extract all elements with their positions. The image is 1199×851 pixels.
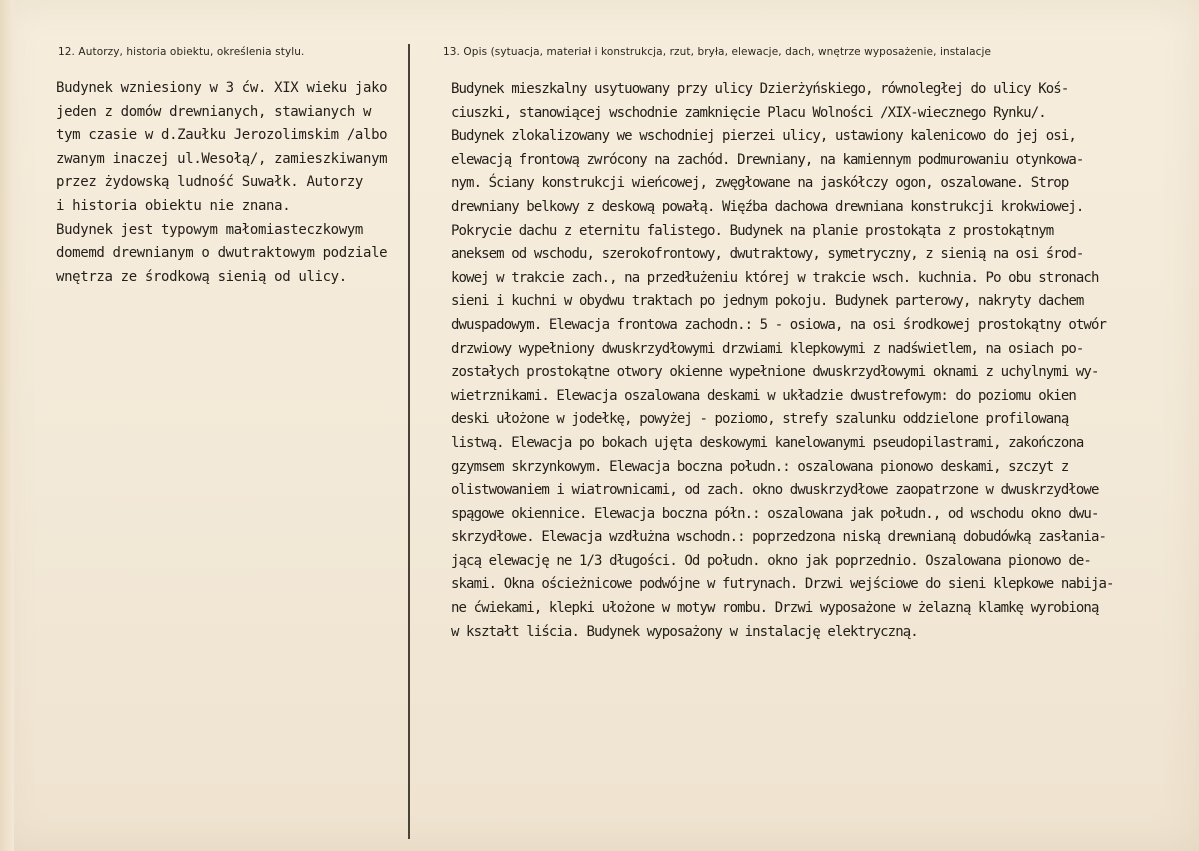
text-line: sieni i kuchni w obydwu traktach po jednym pokoju. Budynek parterowy, nakryty dachem <box>451 293 1084 310</box>
text-line: ne ćwiekami, klepki ułożone w motyw rombu. Drzwi wyposażone w żelazną klamkę wyrobioną <box>451 600 1099 617</box>
text-line: Budynek zlokalizowany we wschodniej pierzei ulicy, ustawiony kalenicowo do jej osi, <box>451 128 1076 145</box>
text-line: spągowe okiennice. Elewacja boczna półn.: oszalowana jak połudn., od wschodu okno dwu- <box>451 505 1099 522</box>
text-line: gzymsem skrzynkowym. Elewacja boczna połudn.: oszalowana pionowo deskami, szczyt z <box>451 458 1069 475</box>
text-line: Budynek mieszkalny usytuowany przy ulicy Dzierżyńskiego, równoległej do ulicy Koś- <box>451 81 1069 97</box>
section-12-text <box>56 77 387 289</box>
text-line: nym. Ściany konstrukcji wieńcowej, zwęgłowane na jaskółczy ogon, oszalowane. Strop <box>451 175 1069 192</box>
text-line: olistwowaniem i wiatrownicami, od zach. okno dwuskrzydłowe zaopatrzone w dwuskrzydłowe <box>451 482 1099 499</box>
text-line: wnętrza ze środkową sienią od ulicy. <box>56 268 347 285</box>
text-line: drewniany belkowy z deskową powałą. Więźba dachowa drewniana konstrukcji krokwiowej. <box>451 198 1084 215</box>
text-line: jeden z domów drewnianych, stawianych w <box>56 103 372 120</box>
section-12-header: 12. Autorzy, historia obiektu, określenia stylu. <box>58 46 305 58</box>
text-line: elewacją frontową zwrócony na zachód. Drewniany, na kamiennym podmurowaniu otynkowa- <box>451 151 1084 168</box>
text-line: wietrznikami. Elewacja oszalowana deskami w układzie dwustrefowym: do poziomu okien <box>451 387 1076 404</box>
text-line: w kształt liścia. Budynek wyposażony w instalację elektryczną. <box>451 623 918 640</box>
text-line: przez żydowską ludność Suwałk. Autorzy <box>56 174 363 191</box>
text-line: aneksem od wschodu, szerokofrontowy, dwutraktowy, symetryczny, z sienią na osi środ- <box>451 246 1084 263</box>
section-13-text <box>451 78 1114 644</box>
text-line: tym czasie w d.Zaułku Jerozolimskim /albo <box>56 127 388 144</box>
text-line: dwuspadowym. Elewacja frontowa zachodn.: 5 - osiowa, na osi środkowej prostokątny otwór <box>451 316 1106 333</box>
section-13-header: 13. Opis (sytuacja, materiał i konstrukcja, rzut, bryła, elewacje, dach, wnętrze wyposażenie, instalacje <box>443 46 992 58</box>
text-line: jącą elewację ne 1/3 długości. Od połudn. okno jak poprzednio. Oszalowana pionowo de- <box>451 552 1091 569</box>
text-line: Budynek jest typowym małomiasteczkowym <box>56 221 363 238</box>
text-line: i historia obiektu nie znana. <box>56 197 291 214</box>
column-divider <box>408 44 410 839</box>
text-line: zwanym inaczej ul.Wesołą/, zamieszkiwanym <box>56 150 388 167</box>
text-line: domemd drewnianym o dwutraktowym podziale <box>56 245 388 262</box>
text-line: kowej w trakcie zach., na przedłużeniu której w trakcie wsch. kuchnia. Po obu stronach <box>451 269 1099 286</box>
text-line: Pokrycie dachu z eternitu falistego. Budynek na planie prostokąta z prostokątnym <box>451 222 1054 239</box>
text-line: ciuszki, stanowiącej wschodnie zamknięcie Placu Wolności /XIX-wiecznego Rynku/. <box>451 104 1046 121</box>
text-line: deski ułożone w jodełkę, powyżej - poziomo, strefy szalunku oddzielone profilowaną <box>451 411 1069 428</box>
text-line: skrzydłowe. Elewacja wzdłużna wschodn.: poprzedzona niską drewnianą dobudówką zasłania- <box>451 529 1106 546</box>
text-line: drzwiowy wypełniony dwuskrzydłowymi drzwiami klepkowymi z nadświetlem, na osiach po- <box>451 340 1084 357</box>
text-line: listwą. Elewacja po bokach ujęta deskowymi kanelowanymi pseudopilastrami, zakończona <box>451 434 1084 451</box>
page-edge <box>0 0 14 851</box>
text-line: zostałych prostokątne otwory okienne wypełnione dwuskrzydłowymi oknami z uchylnymi wy- <box>451 364 1099 381</box>
text-line: Budynek wzniesiony w 3 ćw. XIX wieku jako <box>56 80 388 96</box>
text-line: skami. Okna ościeżnicowe podwójne w futrynach. Drzwi wejściowe do sieni klepkowe nabija- <box>451 576 1114 593</box>
